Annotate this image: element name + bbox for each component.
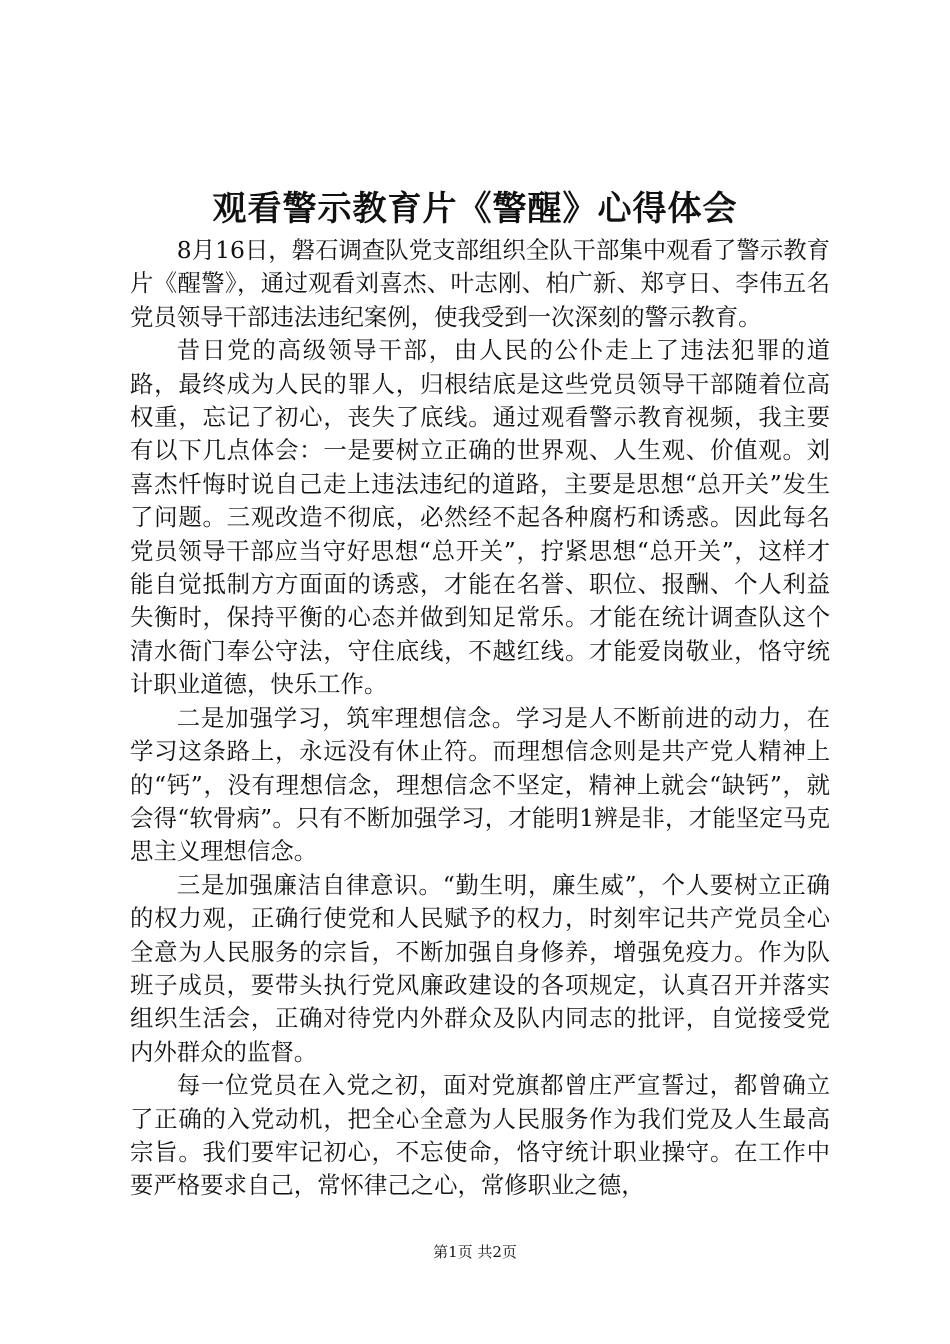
paragraph-2: 昔日党的高级领导干部，由人民的公仆走上了违法犯罪的道路，最终成为人民的罪人，归根结底是这些党员领导干部随着位高权重，忘记了初心，丧失了底线。通过观看警示教育视频，我主要有以下几点体会：一是要树立正确的世界观、人生观、价值观。刘喜杰忏悔时说自己走上违法违纪的道路，主要是思想“总开关”发生了问题。三观改造不彻底，必然经不起各种腐朽和诱惑。因此每名党员领导干部应当守好思想“总开关”，拧紧思想“总开关”，这样才能自觉抵制方方面面的诱惑，才能在名誉、职位、报酬、个人利益失衡时，保持平衡的心态并做到知足常乐。才能在统计调查队这个清水衙门奉公守法，守住底线，不越红线。才能爱岗敬业，恪守统计职业道德，快乐工作。 xyxy=(130,336,830,699)
document-body xyxy=(130,234,830,1203)
document-title: 观看警示教育片《警醒》心得体会 xyxy=(212,189,738,229)
paragraph-4: 三是加强廉洁自律意识。“勤生明，廉生威”，个人要树立正确的权力观，正确行使党和人民赋予的权力，时刻牢记共产党员全心全意为人民服务的宗旨，不断加强自身修养，增强免疫力。作为队班子成员，要带头执行党风廉政建设的各项规定，认真召开并落实组织生活会，正确对待党内外群众及队内同志的批评，自觉接受党内外群众的监督。 xyxy=(130,870,830,1066)
paragraph-5: 每一位党员在入党之初，面对党旗都曾庄严宣誓过，都曾确立了正确的入党动机，把全心全意为人民服务作为我们党及人生最高宗旨。我们要牢记初心，不忘使命，恪守统计职业操守。在工作中要严格要求自己，常怀律己之心，常修职业之德， xyxy=(130,1071,830,1200)
page-footer: 第1页 共2页 xyxy=(433,1243,517,1261)
paragraph-1: 8月16日，磐石调查队党支部组织全队干部集中观看了警示教育片《醒警》，通过观看刘喜杰、叶志刚、柏广新、郑亨日、李伟五名党员领导干部违法违纪案例，使我受到一次深刻的警示教育。 xyxy=(130,236,830,331)
paragraph-3: 二是加强学习，筑牢理想信念。学习是人不断前进的动力，在学习这条路上，永远没有休止符。而理想信念则是共产党人精神上的“钙”，没有理想信念，理想信念不坚定，精神上就会“缺钙”，就会得“软骨病”。只有不断加强学习，才能明1辨是非，才能坚定马克思主义理想信念。 xyxy=(130,703,830,866)
